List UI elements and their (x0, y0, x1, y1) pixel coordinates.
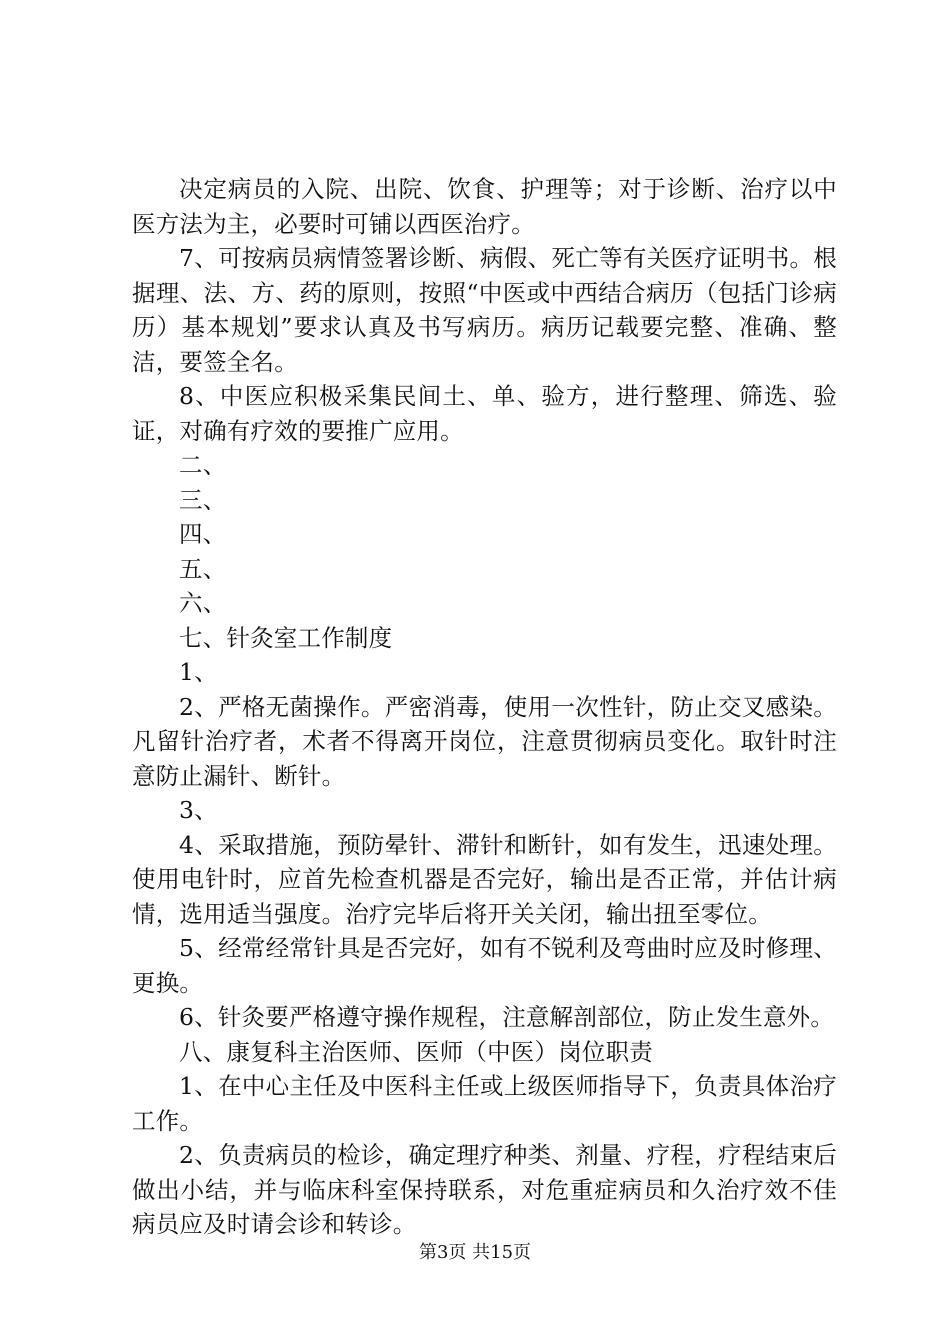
paragraph-item-7: 7、可按病员病情签署诊断、病假、死亡等有关医疗证明书。根据理、法、方、药的原则，按照“中医或中西结合病历（包括门诊病历）基本规划”要求认真及书写病历。病历记载要完整、准确、整洁，要签全名。 (132, 244, 837, 376)
section-heading-7: 七、针灸室工作制度 (179, 623, 393, 652)
paragraph-item-8: 8、中医应积极采集民间土、单、验方，进行整理、筛选、验证，对确有疗效的要推广应用。 (132, 382, 837, 445)
document-body (132, 172, 837, 1242)
section-heading-3: 三、 (179, 485, 227, 514)
acupuncture-item-2: 2、严格无菌操作。严密消毒，使用一次性针，防止交叉感染。凡留针治疗者，术者不得离开岗位，注意贯彻病员变化。取针时注意防止漏针、断针。 (132, 692, 837, 790)
page-number-footer: 第3页 共15页 (418, 1242, 532, 1263)
acupuncture-item-1: 1、 (179, 658, 218, 686)
section-heading-6: 六、 (179, 589, 227, 617)
acupuncture-item-4: 4、采取措施，预防晕针、滞针和断针，如有发生，迅速处理。使用电针时，应首先检查机器是否完好，输出是否正常，并估计病情，选用适当强度。治疗完毕后将开关关闭，输出扭至零位。 (132, 830, 837, 928)
rehab-duty-item-2: 2、负责病员的检诊，确定理疗种类、剂量、疗程，疗程结束后做出小结，并与临床科室保持联系，对危重症病员和久治疗效不佳病员应及时请会诊和转诊。 (132, 1141, 837, 1238)
acupuncture-item-6: 6、针灸要严格遵守操作规程，注意解剖部位，防止发生意外。 (179, 1003, 835, 1031)
section-heading-8: 八、康复科主治医师、医师（中医）岗位职责 (179, 1037, 653, 1066)
paragraph-admission-decision: 决定病员的入院、出院、饮食、护理等；对于诊断、治疗以中医方法为主，必要时可铺以西医治疗。 (132, 175, 837, 238)
section-heading-5: 五、 (179, 554, 227, 583)
section-heading-2: 二、 (179, 451, 227, 479)
rehab-duty-item-1: 1、在中心主任及中医科主任或上级医师指导下，负责具体治疗工作。 (132, 1072, 837, 1135)
section-heading-4: 四、 (179, 520, 227, 548)
acupuncture-item-5: 5、经常经常针具是否完好，如有不锐利及弯曲时应及时修理、更换。 (132, 934, 837, 997)
acupuncture-item-3: 3、 (179, 796, 218, 824)
